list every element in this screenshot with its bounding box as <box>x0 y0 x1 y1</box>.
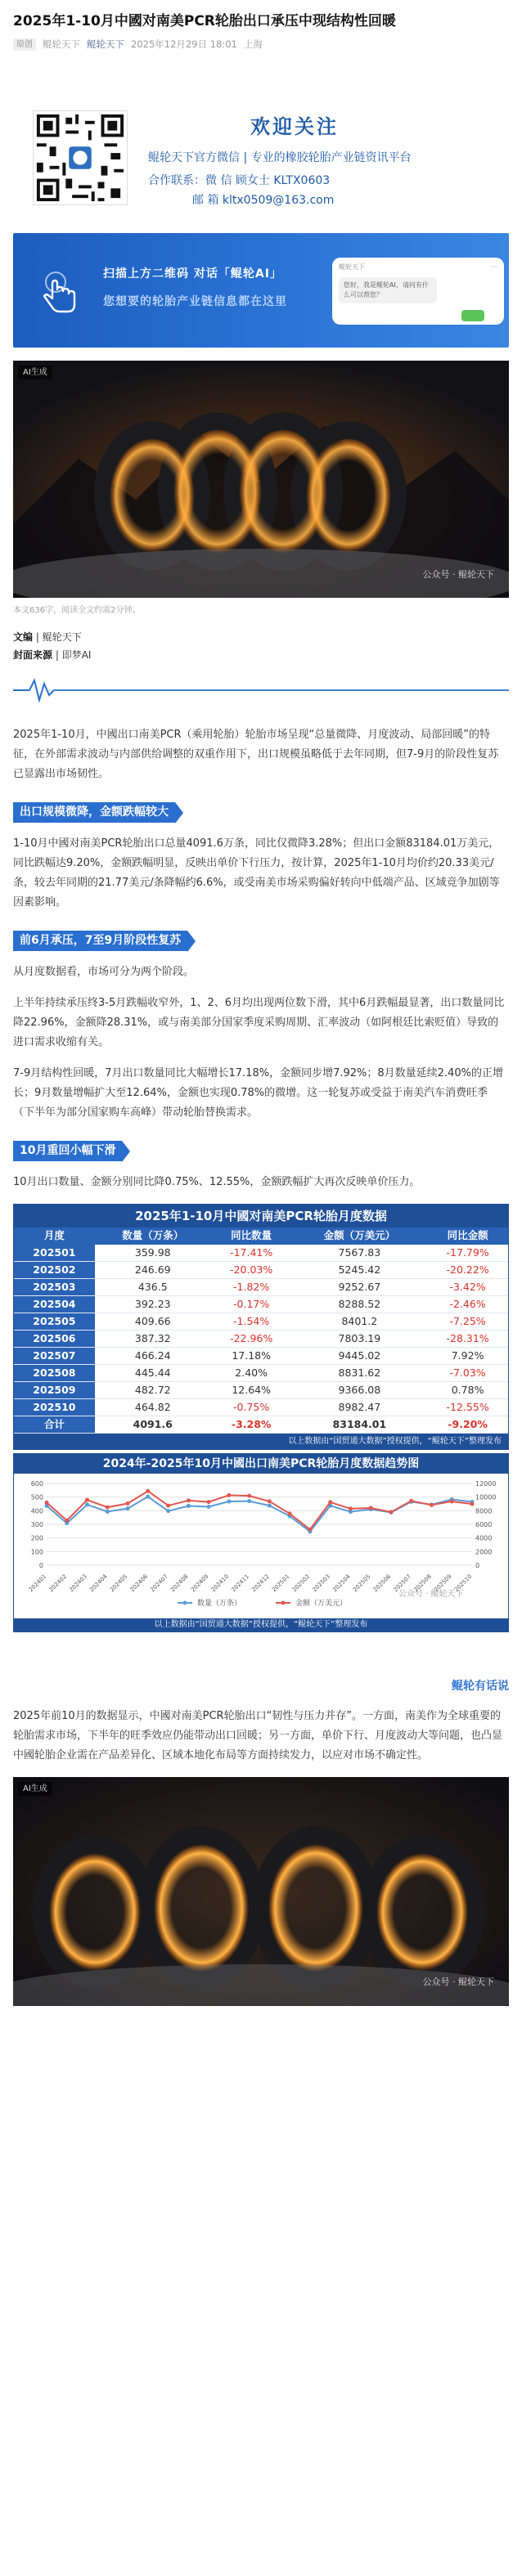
table-cell: -3.42% <box>427 1279 508 1296</box>
x-tick-label: 202401 <box>27 1573 48 1594</box>
ai-promo-banner[interactable] <box>13 233 509 348</box>
data-point <box>247 1499 251 1503</box>
y-left-tick-label: 300 <box>30 1521 43 1529</box>
x-tick-label: 202505 <box>352 1573 372 1594</box>
table-header-cell: 同比数量 <box>211 1227 292 1245</box>
table-cell: 202507 <box>14 1348 95 1365</box>
welcome-card <box>13 104 509 218</box>
table-cell: 202509 <box>14 1382 95 1399</box>
table-cell: -7.03% <box>427 1365 508 1382</box>
table-cell: 8401.2 <box>292 1313 428 1331</box>
data-point <box>166 1509 170 1513</box>
table-body <box>14 1245 508 1434</box>
y-right-tick-label: 0 <box>475 1562 480 1570</box>
decorative-wave-divider <box>13 671 509 708</box>
intro-paragraph: 2025年1-10月，中國出口南美PCR（乘用轮胎）轮胎市场呈现“总量微降、月度波动、局部回暖”的特征，在外部需求波动与内部供给调整的双重作用下，出口规模虽略低于去年同期，但7-9月的阶段性复苏已显露出市场韧性。 <box>13 728 499 780</box>
byline: 文编 | 鲲轮天下 封面来源 | 即梦AI <box>13 631 92 662</box>
data-point <box>126 1506 130 1510</box>
table-header-cell: 数量（万条） <box>95 1227 211 1245</box>
table-cell: 2.40% <box>211 1365 292 1382</box>
table-cell: 464.82 <box>95 1399 211 1416</box>
table-source-note: 以上数据由“国贸通大数据”授权提供，“鲲轮天下”整理发布 <box>14 1434 508 1449</box>
data-point <box>247 1494 251 1498</box>
article-meta <box>13 38 509 52</box>
x-tick-label: 202412 <box>250 1573 271 1594</box>
x-tick-label: 202504 <box>331 1573 352 1594</box>
table-cell: -1.54% <box>211 1313 292 1331</box>
section-heading-3: 10月重回小幅下滑 <box>13 1141 122 1161</box>
legend-label: 数量（万条） <box>197 1600 242 1609</box>
y-right-tick-label: 12000 <box>475 1480 497 1488</box>
table-cell: 9445.02 <box>292 1348 428 1365</box>
y-right-tick-label: 10000 <box>475 1493 497 1501</box>
banner-info-text: 您想要的轮胎产业链信息都在这里 <box>103 295 287 309</box>
byline-cover-label: 封面来源 <box>13 649 53 662</box>
table-cell: 202506 <box>14 1331 95 1348</box>
data-point <box>85 1498 89 1502</box>
table-cell: 0.78% <box>427 1382 508 1399</box>
x-tick-label: 202507 <box>392 1573 413 1594</box>
ai-generated-tag-2: AI生成 <box>18 1782 52 1796</box>
table-cell: 9252.67 <box>292 1279 428 1296</box>
data-point <box>349 1507 353 1511</box>
table-cell: 202510 <box>14 1399 95 1416</box>
table-cell: 202501 <box>14 1245 95 1262</box>
table-header-cell: 金额（万美元） <box>292 1227 428 1245</box>
section-3-body: 10月出口数量、金额分别同比降0.75%、12.55%，金额跌幅扩大再次反映单价压力。 <box>13 1175 421 1188</box>
section-2-intro: 从月度数据看，市场可分为两个阶段。 <box>13 965 195 978</box>
byline-editor-value: 鲲轮天下 <box>42 631 82 644</box>
section-2-recovery: 7-9月结构性回暖，7月出口数量同比大幅增长17.18%，金额同步增7.92%；8月数量延续2.40%的正增长；9月数量增幅扩大至12.64%，金额也实现0.78%的微增。这一轮复苏或受益于南美汽车消费旺季（下半年为部分国家购车高峰）带动轮胎替换需求。 <box>13 1066 503 1119</box>
data-point <box>268 1504 272 1508</box>
table-row <box>14 1331 508 1348</box>
table-cell: 387.32 <box>95 1331 211 1348</box>
table-cell: 合计 <box>14 1416 95 1434</box>
byline-editor-label: 文编 <box>13 631 34 644</box>
table-cell: 8982.47 <box>292 1399 428 1416</box>
section-1-body: 1-10月中國对南美PCR轮胎出口总量4091.6万条，同比仅微降3.28%；但出口金额83184.01万美元，同比跌幅达9.20%，金额跌幅明显，反映出单价下行压力，按计算，2025年1-10月均价约20.33美元/条，较去年同期的21.77美元/条降幅约6.6%，或受南美市场采购偏好转向中低端产品、区域竞争加剧等因素影响。 <box>13 837 500 909</box>
closing-image-tires <box>13 1777 509 2006</box>
table-cell: -17.41% <box>211 1245 292 1262</box>
chat-bubble: 您好，我是鲲轮AI，请问有什么可以帮您？ <box>339 277 437 303</box>
byline-cover-value: 即梦AI <box>61 649 92 662</box>
y-right-tick-label: 6000 <box>475 1521 493 1529</box>
section-2-first-half: 上半年持续承压终3-5月跌幅收窄外，1、2、6月均出现两位数下滑，其中6月跌幅最显著，出口数量同比降22.96%，金额降28.31%，或与南美部分国家季度采购周期、汇率波动（如阿根廷比索贬值）导致的进口需求收缩有关。 <box>13 996 505 1048</box>
section-heading-2: 前6月承压，7至9月阶段性复苏 <box>13 931 187 951</box>
table-cell: 482.72 <box>95 1382 211 1399</box>
x-tick-label: 202510 <box>452 1573 474 1594</box>
original-tag: 原创 <box>13 38 36 51</box>
opinion-body: 2025年前10月的数据显示，中國对南美PCR轮胎出口“韧性与压力并存”。一方面，南美作为全球重要的轮胎需求市场，下半年的旺季效应仍能带动出口回暖；另一方面，单价下行、月度波动大等问题，也凸显中國轮胎企业需在产品差异化、区域本地化布局等方面持续发力，以应对市场不确定性。 <box>13 1709 503 1761</box>
y-right-tick-label: 2000 <box>475 1548 493 1556</box>
trend-chart <box>13 1453 509 1632</box>
table-cell: -22.96% <box>211 1331 292 1348</box>
x-tick-label: 202506 <box>371 1573 393 1594</box>
table-cell: 202504 <box>14 1296 95 1313</box>
table-cell: -1.82% <box>211 1279 292 1296</box>
table-cell: 7567.83 <box>292 1245 428 1262</box>
y-left-tick-label: 600 <box>30 1480 43 1488</box>
y-left-tick-label: 200 <box>30 1534 43 1542</box>
data-point <box>450 1500 454 1504</box>
legend-marker <box>183 1601 187 1605</box>
data-point <box>146 1489 150 1493</box>
tap-hand-icon <box>41 269 82 315</box>
author-name: 鲲轮天下 <box>43 38 80 50</box>
welcome-line-email: 邮 箱 kltx0509@163.com <box>192 194 335 208</box>
table-cell: -0.75% <box>211 1399 292 1416</box>
table-header-row <box>14 1227 508 1245</box>
data-point <box>470 1502 475 1506</box>
table-row <box>14 1313 508 1331</box>
welcome-line-intro: 鲲轮天下官方微信 | 专业的橡胶轮胎产业链资讯平台 <box>148 151 412 165</box>
table-cell: 83184.01 <box>292 1416 428 1434</box>
data-point <box>369 1506 373 1510</box>
section-heading-1: 出口规模微降，金额跌幅较大 <box>13 802 175 823</box>
table-cell: 17.18% <box>211 1348 292 1365</box>
data-point <box>268 1500 272 1504</box>
table-cell: 445.44 <box>95 1365 211 1382</box>
data-point <box>146 1495 150 1499</box>
image-watermark-2: 公众号 · 鲲轮天下 <box>422 1977 494 1988</box>
data-point <box>187 1499 191 1503</box>
table-cell: -2.46% <box>427 1296 508 1313</box>
chart-source-note: 以上数据由“国贸通大数据”授权提供，“鲲轮天下”整理发布 <box>14 1618 508 1631</box>
data-point <box>227 1493 231 1497</box>
data-point <box>187 1504 191 1508</box>
data-point <box>45 1501 49 1505</box>
publish-location: 上海 <box>243 38 263 50</box>
x-tick-label: 202508 <box>412 1573 433 1594</box>
table-cell: -20.03% <box>211 1262 292 1279</box>
opinion-heading: 鲲轮有话说 <box>452 1679 509 1693</box>
chat-preview <box>332 258 504 325</box>
x-tick-label: 202503 <box>311 1573 332 1594</box>
table-cell: 12.64% <box>211 1382 292 1399</box>
data-point <box>227 1500 231 1504</box>
chat-header: 鲲轮天下 <box>339 263 365 272</box>
table-row <box>14 1245 508 1262</box>
data-point <box>328 1501 332 1505</box>
data-point <box>126 1501 130 1506</box>
x-tick-label: 202405 <box>108 1573 129 1594</box>
cover-image-tires <box>13 361 509 598</box>
table-row <box>14 1382 508 1399</box>
data-point <box>85 1503 89 1507</box>
data-point <box>308 1528 312 1532</box>
monthly-data-table <box>13 1204 509 1451</box>
x-tick-label: 202403 <box>68 1573 88 1594</box>
table-header-cell: 月度 <box>14 1227 95 1245</box>
more-icon: ··· <box>491 263 497 272</box>
table-cell: -17.79% <box>427 1245 508 1262</box>
y-left-tick-label: 100 <box>30 1548 43 1556</box>
table-cell: 5245.42 <box>292 1262 428 1279</box>
data-point <box>389 1510 393 1515</box>
table-row <box>14 1296 508 1313</box>
ai-generated-tag: AI生成 <box>18 366 52 379</box>
x-tick-label: 202410 <box>209 1573 231 1594</box>
legend-marker <box>281 1601 286 1605</box>
data-point <box>207 1505 211 1509</box>
table-header-cell: 同比金额 <box>427 1227 508 1245</box>
account-link[interactable]: 鲲轮天下 <box>87 38 124 50</box>
data-point <box>106 1506 110 1510</box>
x-tick-label: 202409 <box>189 1573 210 1594</box>
trend-chart-svg <box>14 1474 508 1613</box>
table-row <box>14 1279 508 1296</box>
table-row <box>14 1365 508 1382</box>
chat-reply-bubble <box>461 310 484 321</box>
y-left-tick-label: 400 <box>30 1507 43 1515</box>
table-total-row <box>14 1416 508 1434</box>
y-right-tick-label: 4000 <box>475 1534 493 1542</box>
article-title: 2025年1-10月中國对南美PCR轮胎出口承压中现结构性回暖 <box>13 13 396 29</box>
table-cell: 8288.52 <box>292 1296 428 1313</box>
data-point <box>409 1499 413 1503</box>
table-cell: 202503 <box>14 1279 95 1296</box>
table-cell: -3.28% <box>211 1416 292 1434</box>
x-tick-label: 202406 <box>128 1573 150 1594</box>
data-point <box>106 1510 110 1514</box>
table-row <box>14 1262 508 1279</box>
table-cell: 246.69 <box>95 1262 211 1279</box>
chart-watermark: 公众号 · 鲲轮天下 <box>398 1590 464 1600</box>
table-cell: 202505 <box>14 1313 95 1331</box>
table-row <box>14 1399 508 1416</box>
table-cell: 7803.19 <box>292 1331 428 1348</box>
table-cell: -9.20% <box>427 1416 508 1434</box>
x-tick-label: 202411 <box>230 1573 251 1594</box>
data-point <box>65 1519 69 1523</box>
table-cell: -12.55% <box>427 1399 508 1416</box>
table-row <box>14 1348 508 1365</box>
data-point <box>166 1504 170 1508</box>
table-cell: 202508 <box>14 1365 95 1382</box>
data-point <box>288 1512 292 1516</box>
x-tick-label: 202404 <box>88 1573 109 1594</box>
table-cell: 9366.08 <box>292 1382 428 1399</box>
table-cell: 392.23 <box>95 1296 211 1313</box>
x-tick-label: 202501 <box>270 1573 291 1594</box>
banner-scan-text: 扫描上方二维码 对话「鲲轮AI」 <box>103 267 282 281</box>
table-cell: -20.22% <box>427 1262 508 1279</box>
table-cell: 359.98 <box>95 1245 211 1262</box>
image-watermark: 公众号 · 鲲轮天下 <box>422 568 494 580</box>
data-point <box>207 1500 211 1504</box>
x-tick-label: 202502 <box>290 1573 312 1594</box>
table-cell: 202502 <box>14 1262 95 1279</box>
table-cell: -0.17% <box>211 1296 292 1313</box>
welcome-heading: 欢迎关注 <box>250 115 339 139</box>
table-cell: 4091.6 <box>95 1416 211 1434</box>
table-cell: 7.92% <box>427 1348 508 1365</box>
table-cell: -28.31% <box>427 1331 508 1348</box>
table-title: 2025年1-10月中國对南美PCR轮胎月度数据 <box>14 1205 508 1227</box>
table-cell: 466.24 <box>95 1348 211 1365</box>
table-cell: 409.66 <box>95 1313 211 1331</box>
y-left-tick-label: 500 <box>30 1493 43 1501</box>
x-tick-label: 202509 <box>433 1573 453 1594</box>
table-cell: 436.5 <box>95 1279 211 1296</box>
welcome-line-wechat: 合作联系：微 信 顾女士 KLTX0603 <box>148 174 331 188</box>
table-cell: -7.25% <box>427 1313 508 1331</box>
publish-datetime: 2025年12月29日 18:01 <box>131 38 237 50</box>
x-tick-label: 202407 <box>149 1573 169 1594</box>
table-cell: 8831.62 <box>292 1365 428 1382</box>
x-tick-label: 202402 <box>47 1573 69 1594</box>
y-left-tick-label: 0 <box>38 1562 43 1570</box>
legend-label: 金额（万美元） <box>295 1600 348 1609</box>
data-point <box>430 1503 434 1507</box>
chart-title: 2024年-2025年10月中國出口南美PCR轮胎月度数据趋势图 <box>14 1454 508 1474</box>
y-right-tick-label: 8000 <box>475 1507 493 1515</box>
x-tick-label: 202408 <box>169 1573 190 1594</box>
reading-note: 本文636字，阅读全文约需2分钟。 <box>13 606 141 616</box>
